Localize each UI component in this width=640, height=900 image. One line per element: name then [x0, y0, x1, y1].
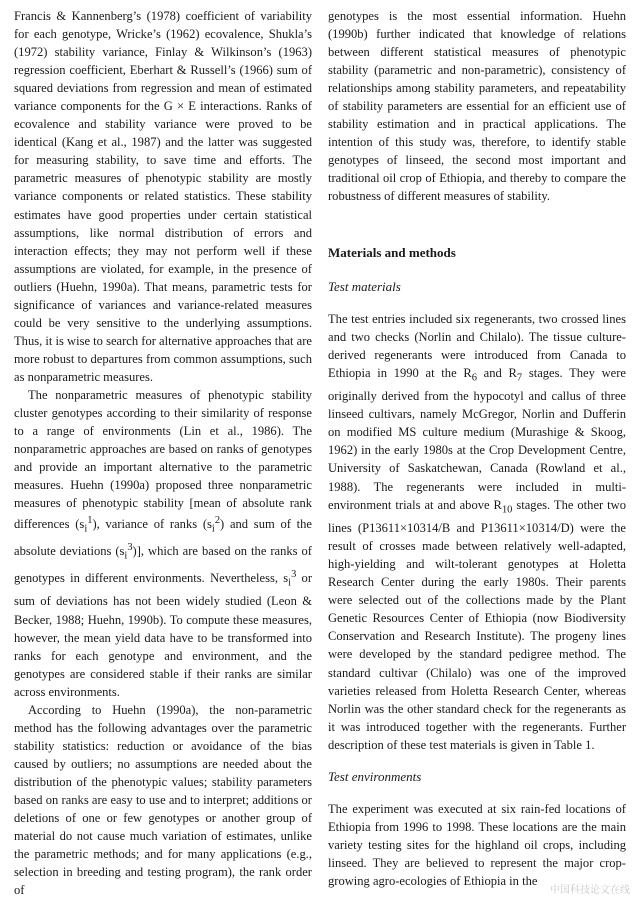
superscript-3: 3	[291, 568, 297, 580]
subscript-i: i	[288, 577, 292, 589]
text-run: ) and sum of the absolute deviations (s	[14, 517, 312, 559]
section-heading: Materials and methods	[328, 244, 456, 260]
right-paragraph-3: The experiment was executed at six rain-fed locations of Ethiopia from 1996 to 1998. These locations are the main variety testing sites for the highland oil crops, including linseed. They are believed to represent the major crop-growing agro-ecologies of Ethiopia in the	[328, 801, 626, 888]
text-run: stages. The other two lines (P13611×10314/B and P13611×10314/D) were the result of crosses made between relatively well-adapted, high-yielding and wilt-tolerant genotypes at Holetta Research Center during the early 1980s. Their parents were selected out of the collections made by the Plant Genetic Resources Center of Ethiopia (now Biodiversity Conservation and Research Institute). The progeny lines were developed by the standard pedigree method. The standard cultivar (Chilalo) was one of the improved varieties released from Holetta Research Center, whereas Norlin was the other standard check for the regenerants as it was introduced together with the regenerants. Further description of these test materials is given in Table 1.	[328, 497, 626, 752]
superscript-3: 3	[127, 542, 133, 554]
subscript-7: 7	[516, 372, 523, 384]
superscript-2: 2	[214, 515, 221, 527]
right-column	[328, 7, 626, 900]
text-run: )], which are based on the ranks of genotypes in different environments. Nevertheless, s	[14, 544, 312, 585]
text-run: The test entries included six regenerants, two crossed lines and two checks (Norlin and Chilalo). The tissue culture-derived regenerants were introduced from Canada to Ethiopia in 1990 at the R	[328, 311, 626, 380]
left-paragraph-1: Francis & Kannenberg’s (1978) coefficient of variability for each genotype, Wricke’s (1962) ecovalence, Shukla’s (1972) stability variance, Finlay & Wilkinson’s (1963) regression coefficient, Eberhart & Russell’s (1966) sum of squared deviations from regression and mean of estimated variance components for the G × E interactions. Ranks of ecovalence and stability variance were proved to be identical (Kang et al., 1987) and the latter was suggested for measuring stability, to save time and efforts. The parametric measures of phenotypic stability are mostly variance components or related statistics. These stability estimates have good properties under certain statistical assumptions, like normal distribution of errors and interaction effects; they may not perform well if these assumptions are violated, for example, in the presence of outliers (Huehn, 1990a). That means, parametric tests for significance of variances and variance-related measures could be very sensitive to the underlying assumptions. Thus, it is wise to search for alternative approaches that are more robust to departures from common assumptions, such as nonparametric measures.	[14, 9, 312, 384]
left-paragraph-2	[14, 386, 312, 701]
subscript-10: 10	[501, 504, 513, 516]
left-column	[14, 7, 312, 900]
subsection-heading-test-environments: Test environments	[328, 768, 422, 784]
subscript-i: i	[124, 550, 128, 562]
superscript-1: 1	[87, 515, 93, 527]
subscript-i: i	[211, 523, 215, 535]
subscript-i: i	[84, 523, 88, 535]
right-paragraph-2	[328, 310, 626, 754]
text-run: or sum of deviations has not been widely studied (Leon & Becker, 1988; Huehn, 1990b). To compute these measures, however, the mean yield data have to be transformed into ranks for each genotype and environment, and the genotypes are considered stable if their ranks are similar across environments.	[14, 570, 312, 699]
watermark: 中国科技论文在线	[550, 885, 630, 896]
subscript-6: 6	[471, 372, 477, 384]
subsection-heading-test-materials: Test materials	[328, 278, 401, 294]
left-paragraph-3: According to Huehn (1990a), the non-parametric method has the following advantages over the parametric stability statistics: reduction or avoidance of the bias caused by outliers; no assumptions are needed about the distribution of the phenotypic values; stability parameters based on ranks are easy to use and to interpret; additions or deletions of one or few genotypes or another group of material do not cause much variation of estimates, unlike the parametric methods; and for many applications (e.g., selection in breeding and testing program), the rank order of	[14, 702, 312, 898]
text-run: and R	[476, 365, 517, 380]
text-run: The nonparametric measures of phenotypic stability cluster genotypes according to their similarity of response to a range of environments (Lin et al., 1986). The nonparametric approaches are based on ranks of genotypes and provide an important alternative to the parametric measures. Huehn (1990a) proposed three nonparametric measures of phenotypic stability [mean of absolute rank differences (s	[14, 387, 312, 532]
text-run: stages. They were originally derived from the hypocotyl and callus of three linseed cultivars, namely McGregor, Norlin and Dufferin on modified MS culture medium (Murashige & Skoog, 1962) in the early 1980s at the Crop Development Centre, University of Saskatchewan, Canada (Rowland et al., 1988). The regenerants were included in multi-environment trials at and above R	[328, 365, 627, 512]
right-paragraph-1: genotypes is the most essential information. Huehn (1990b) further indicated that knowledge of relations between different statistical measures of phenotypic stability (parametric and non-parametric), consistency of relationships among stability parameters, and repeatability of stability parameters are essential for an efficient use of stability estimation and in practical applications. The intention of this study was, therefore, to identify stable genotypes of linseed, the second most important and traditional oil crop of Ethiopia, and thereby to compare the robustness of different measures of stability.	[328, 9, 626, 204]
text-run: ), variance of ranks (s	[92, 517, 212, 532]
